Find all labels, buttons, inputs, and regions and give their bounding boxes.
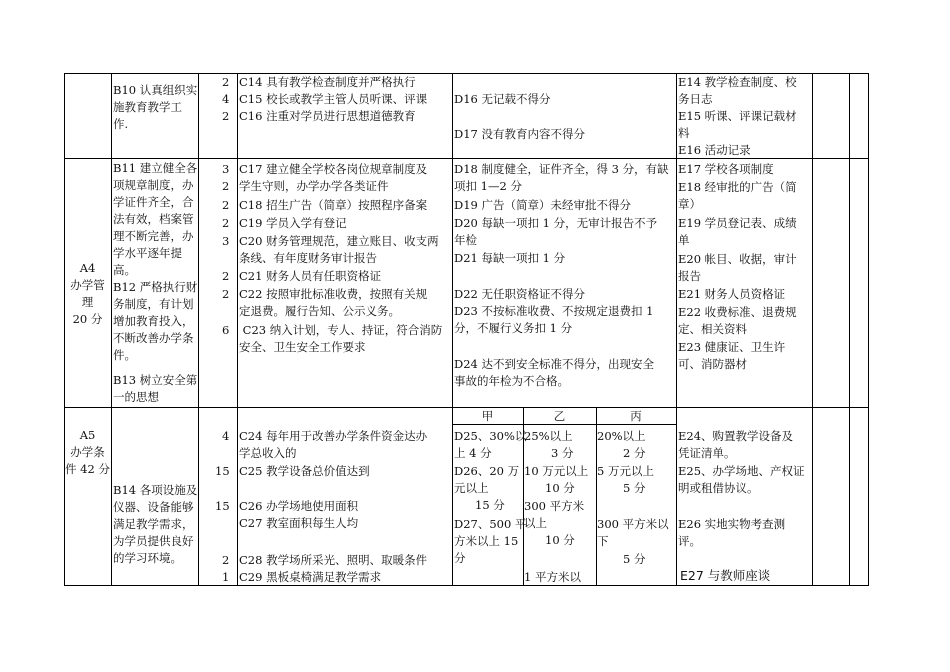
b10-score-c14: 2 xyxy=(222,75,230,89)
a4-score-c18: 2 xyxy=(222,198,230,212)
a4-line-3: 理 xyxy=(81,295,94,309)
a5-line-1: A5 xyxy=(79,428,96,442)
e20-line-2: 报告 xyxy=(678,269,701,283)
col-border-a-b xyxy=(111,73,112,586)
b14-line-5: 的学习环境。 xyxy=(113,551,182,565)
yi-line-5: 300 平方米 xyxy=(524,499,585,513)
d24-line-2: 事故的年检为不合格。 xyxy=(454,374,569,388)
yi-line-7: 10 分 xyxy=(545,533,575,547)
col-border-c-d xyxy=(452,73,453,586)
d17-text: D17 没有教育内容不得分 xyxy=(454,127,586,141)
c17-line-1: C17 建立健全学校各岗位规章制度及 xyxy=(239,162,428,176)
b11-line-2: 项规章制度，办 xyxy=(113,178,194,192)
table-bottom-border xyxy=(64,585,869,586)
c29-text: C29 黑板桌椅满足教学需求 xyxy=(239,570,382,584)
b10-score-c15: 4 xyxy=(222,92,230,106)
c20-line-1: C20 财务管理规范，建立账目、收支两 xyxy=(239,234,439,248)
e24-line-1: E24、购置教学设备及 xyxy=(678,429,794,443)
grade-header-bing: 丙 xyxy=(630,409,642,423)
e25-line-1: E25、办学场地、产权证 xyxy=(678,464,805,478)
b12-line-5: 件。 xyxy=(113,348,136,362)
a5-score-c29: 1 xyxy=(222,570,230,584)
b12-line-2: 务制度，有计划 xyxy=(113,297,194,311)
d16-text: D16 无记载不得分 xyxy=(454,92,551,106)
e-b10-line-2: 务日志 xyxy=(678,92,713,106)
jia-line-6: D27、500 平 xyxy=(454,517,527,531)
c17-line-2: 学生守则，办学办学各类证件 xyxy=(239,179,389,193)
yi-line-8: 1 平方米以 xyxy=(524,570,581,584)
jia-line-4: 元以上 xyxy=(454,481,489,495)
bing-line-6: 下 xyxy=(597,534,609,548)
col-border-b-score xyxy=(198,73,199,586)
e-b10-line-4: 料 xyxy=(678,126,690,140)
c23-line-1: C23 纳入计划，专人、持证，符合消防 xyxy=(239,323,443,337)
yi-line-2: 3 分 xyxy=(551,446,574,460)
e25-line-2: 明或租借协议。 xyxy=(678,481,759,495)
c21-text: C21 财务人员有任职资格证 xyxy=(239,269,382,283)
col-border-d-e xyxy=(676,73,677,586)
d20-line-2: 年检 xyxy=(454,233,477,247)
b14-line-3: 满足教学需求， xyxy=(113,517,194,531)
col-border-left xyxy=(64,73,65,586)
d18-line-1: D18 制度健全，证件齐全，得 3 分，有缺 xyxy=(454,162,669,176)
c24-line-2: 学总收入的 xyxy=(239,446,297,460)
e24-line-2: 凭证清单。 xyxy=(678,446,736,460)
c18-text: C18 招生广告（简章）按照程序备案 xyxy=(239,198,428,212)
b14-line-1: B14 各项设施及 xyxy=(113,483,198,497)
jia-line-8: 分 xyxy=(454,551,466,565)
e19-line-1: E19 学员登记表、成绩 xyxy=(678,216,797,230)
a4-line-4: 20 分 xyxy=(72,312,103,326)
e-b10-line-1: E14 教学检查制度、校 xyxy=(678,75,797,89)
e-b10-line-3: E15 听课、评课记载材 xyxy=(678,109,797,123)
a4-score-c17: 3 xyxy=(222,162,230,176)
c28-text: C28 教学场所采光、照明、取暖条件 xyxy=(239,553,428,567)
c14-text: C14 具有教学检查制度并严格执行 xyxy=(239,75,416,89)
b14-line-4: 为学员提供良好 xyxy=(113,534,194,548)
e18-line-1: E18 经审批的广告（简 xyxy=(678,180,797,194)
c22-line-1: C22 按照审批标准收费，按照有关规 xyxy=(239,287,428,301)
b13-line-2: 一的思想 xyxy=(113,390,159,404)
c25-text: C25 教学设备总价值达到 xyxy=(239,464,370,478)
yi-line-1: 25%以上 xyxy=(524,429,573,443)
a5-score-c28: 2 xyxy=(222,553,230,567)
bing-line-7: 5 分 xyxy=(623,552,646,566)
a4-score-c17b: 2 xyxy=(222,179,230,193)
a5-score-c26: 15 xyxy=(215,499,230,513)
b11-line-5: 理不断完善，办 xyxy=(113,229,194,243)
b12-line-3: 增加教育投入， xyxy=(113,314,194,328)
col-border-e-f xyxy=(812,73,813,586)
d19-text: D19 广告（简章）未经审批不得分 xyxy=(454,198,632,212)
c20-line-2: 条线、有年度财务审计报告 xyxy=(239,251,377,265)
b10-line-3: 作. xyxy=(113,117,129,131)
jia-line-1: D25、30%以 xyxy=(454,429,527,443)
c23-line-2: 安全、卫生安全工作要求 xyxy=(239,340,366,354)
e18-line-2: 章） xyxy=(678,197,701,211)
bing-line-5: 300 平方米以 xyxy=(597,517,669,531)
yi-line-3: 10 万元以上 xyxy=(524,464,589,478)
a5-score-c25: 15 xyxy=(215,464,230,478)
e26-line-1: E26 实地实物考查测 xyxy=(678,517,786,531)
bing-line-2: 2 分 xyxy=(623,446,646,460)
e23-line-2: 可、消防器材 xyxy=(678,357,747,371)
yi-line-4: 10 分 xyxy=(545,481,575,495)
a4-score-c19: 2 xyxy=(222,216,230,230)
c15-text: C15 校长或教学主管人员听课、评课 xyxy=(239,92,428,106)
c19-text: C19 学员入学有登记 xyxy=(239,216,347,230)
bing-line-4: 5 分 xyxy=(623,481,646,495)
e20-line-1: E20 帐目、收据，审计 xyxy=(678,252,797,266)
e-b10-line-5: E16 活动记录 xyxy=(678,143,751,157)
a4-score-c20: 3 xyxy=(222,234,230,248)
c16-text: C16 注重对学员进行思想道德教育 xyxy=(239,109,416,123)
a5-line-3: 件 42 分 xyxy=(65,462,110,476)
jia-line-5: 15 分 xyxy=(475,498,505,512)
d21-text: D21 每缺一项扣 1 分 xyxy=(454,251,566,265)
d23-line-2: 分，不履行义务扣 1 分 xyxy=(454,321,573,335)
b11-line-3: 学证件齐全，合 xyxy=(113,195,194,209)
c22-line-2: 定退费。履行告知、公示义务。 xyxy=(239,304,400,318)
col-border-f-g xyxy=(849,73,850,586)
row-divider-a4 xyxy=(64,158,869,159)
c26-text: C26 办学场地使用面积 xyxy=(239,499,359,513)
a5-score-c24: 4 xyxy=(222,429,230,443)
e21-text: E21 财务人员资格证 xyxy=(678,287,786,301)
a4-score-c22: 2 xyxy=(222,287,230,301)
c27-text: C27 教室面积每生人均 xyxy=(239,516,359,530)
a4-score-c21: 2 xyxy=(222,269,230,283)
col-border-right xyxy=(868,73,869,586)
jia-line-7: 方米以上 15 xyxy=(454,534,519,548)
grade-header-yi: 乙 xyxy=(553,409,566,423)
grade-header-jia: 甲 xyxy=(481,409,494,423)
d20-line-1: D20 每缺一项扣 1 分，无审计报告不予 xyxy=(454,216,658,230)
c24-line-1: C24 每年用于改善办学条件资金达办 xyxy=(239,429,428,443)
b11-line-1: B11 建立健全各 xyxy=(113,161,198,175)
jia-line-2: 上 4 分 xyxy=(454,446,492,460)
grade-header-divider xyxy=(452,424,676,425)
a4-score-c23: 6 xyxy=(222,323,230,337)
jia-line-3: D26、20 万 xyxy=(454,464,520,478)
yi-line-6: 以上 xyxy=(524,516,547,530)
bing-line-3: 5 万元以上 xyxy=(597,464,654,478)
b13-line-1: B13 树立安全第 xyxy=(113,373,198,387)
e27-text: E27 与教师座谈 xyxy=(680,568,771,583)
b10-line-2: 施教育教学工 xyxy=(113,100,182,114)
b11-line-6: 学水平逐年提 xyxy=(113,246,182,260)
d22-text: D22 无任职资格证不得分 xyxy=(454,287,586,301)
b10-score-c16: 2 xyxy=(222,109,230,123)
b11-line-4: 法有效，档案管 xyxy=(113,212,194,226)
e22-line-2: 定、相关资料 xyxy=(678,322,747,336)
b11-line-7: 高。 xyxy=(113,263,136,277)
b12-line-4: 不断改善办学条 xyxy=(113,331,194,345)
d18-line-2: 项扣 1—2 分 xyxy=(454,179,522,193)
e17-text: E17 学校各项制度 xyxy=(678,162,774,176)
col-border-score-c xyxy=(237,73,238,586)
b14-line-2: 仪器、设备能够 xyxy=(113,500,194,514)
e22-line-1: E22 收费标准、退费规 xyxy=(678,305,797,319)
b12-line-1: B12 严格执行财 xyxy=(113,280,198,294)
e26-line-2: 评。 xyxy=(678,534,701,548)
e19-line-2: 单 xyxy=(678,233,690,247)
e23-line-1: E23 健康证、卫生许 xyxy=(678,340,786,354)
b10-line-1: B10 认真组织实 xyxy=(113,83,198,97)
d24-line-1: D24 达不到安全标准不得分，出现安全 xyxy=(454,357,655,371)
a4-line-1: A4 xyxy=(79,261,96,275)
d23-line-1: D23 不按标准收费、不按规定退费扣 1 xyxy=(454,304,654,318)
bing-line-1: 20%以上 xyxy=(597,429,646,443)
a5-line-2: 办学条 xyxy=(70,445,105,459)
a4-line-2: 办学管 xyxy=(70,278,105,292)
